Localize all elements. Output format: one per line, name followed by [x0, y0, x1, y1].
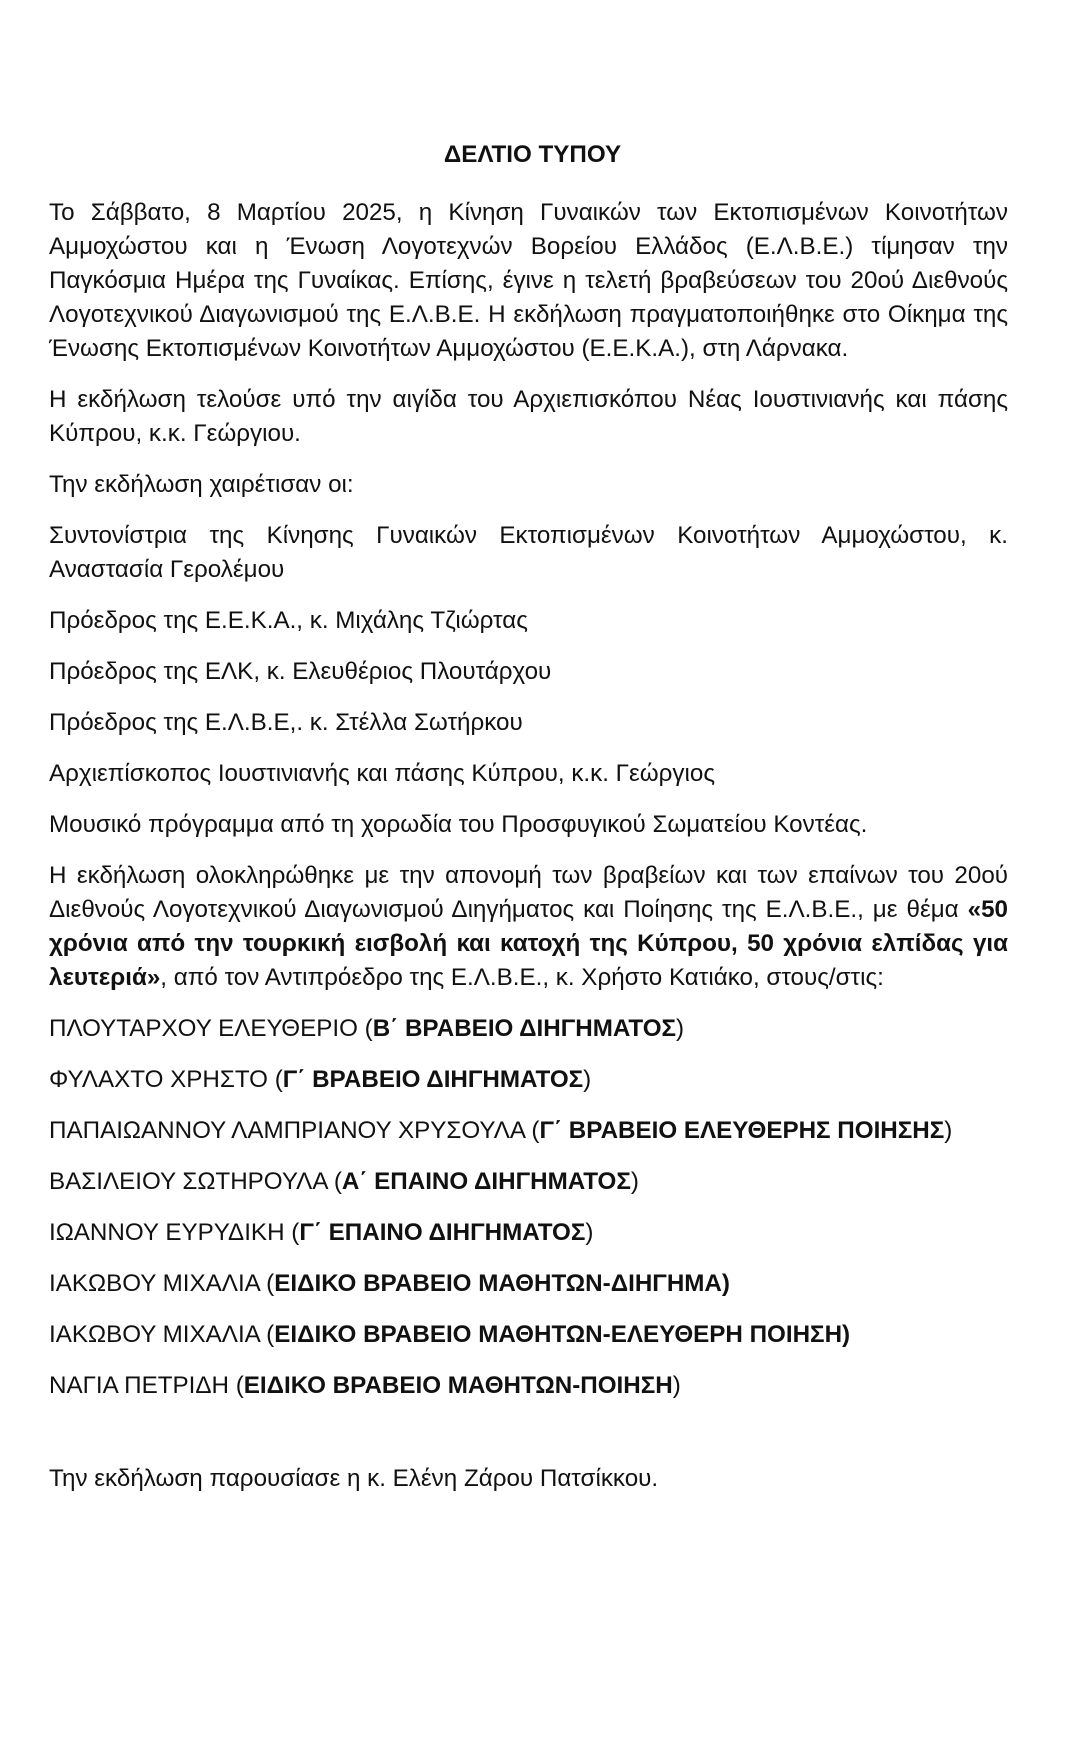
award-title: Γ΄ ΒΡΑΒΕΙΟ ΕΛΕΥΘΕΡΗΣ ΠΟΙΗΣΗΣ	[539, 1117, 945, 1144]
auspices-paragraph: Η εκδήλωση τελούσε υπό την αιγίδα του Αρχιεπισκόπου Νέας Ιουστινιανής και πάσης Κύπρου, κ.κ. Γεώργιου.	[49, 386, 1008, 447]
award-item	[49, 1267, 1008, 1301]
presenter-line: Την εκδήλωση παρουσίασε η κ. Ελένη Ζάρου Πατσίκκου.	[49, 1465, 659, 1492]
award-close: )	[585, 1219, 594, 1246]
award-title: ΕΙΔΙΚΟ ΒΡΑΒΕΙΟ ΜΑΘΗΤΩΝ-ΠΟΙΗΣΗ	[243, 1372, 673, 1399]
award-recipient: ΠΑΠΑΙΩΑΝΝΟΥ ΛΑΜΠΡΙΑΝΟΥ ΧΡΥΣΟΥΛΑ (	[49, 1117, 540, 1144]
award-recipient: ΠΛΟΥΤΑΡΧΟΥ ΕΛΕΥΘΕΡΙΟ (	[49, 1015, 373, 1042]
award-item	[49, 1318, 1008, 1352]
award-title: ΕΙΔΙΚΟ ΒΡΑΒΕΙΟ ΜΑΘΗΤΩΝ-ΔΙΗΓΗΜΑ)	[274, 1270, 730, 1297]
award-title: ΕΙΔΙΚΟ ΒΡΑΒΕΙΟ ΜΑΘΗΤΩΝ-ΕΛΕΥΘΕΡΗ ΠΟΙΗΣΗ)	[274, 1321, 851, 1348]
award-recipient: ΙΩΑΝΝΟΥ ΕΥΡΥΔΙΚΗ (	[49, 1219, 300, 1246]
intro-paragraph: Το Σάββατο, 8 Μαρτίου 2025, η Κίνηση Γυναικών των Εκτοπισμένων Κοινοτήτων Αμμοχώστου και η Ένωση Λογοτεχνών Βορείου Ελλάδος (Ε.Λ.Β.Ε.) τίμησαν την Παγκόσμια Ημέρα της Γυναίκας. Επίσης, έγινε η τελετή βραβεύσεων του 20ού Διεθνούς Λογοτεχνικού Διαγωνισμού της Ε.Λ.Β.Ε. Η εκδήλωση πραγματοποιήθηκε στο Οίκημα της Ένωσης Εκτοπισμένων Κοινοτήτων Αμμοχώστου (Ε.Ε.Κ.Α.), στη Λάρνακα.	[49, 199, 1008, 362]
award-item	[49, 1114, 1008, 1148]
award-recipient: ΒΑΣΙΛΕΙΟΥ ΣΩΤΗΡΟΥΛΑ (	[49, 1168, 342, 1195]
competition-theme: «50 χρόνια από την τουρκική εισβολή και κατοχή της Κύπρου, 50 χρόνια ελπίδας για λευτεριά»	[49, 896, 1008, 991]
award-item	[49, 1012, 1008, 1046]
award-close: )	[583, 1066, 592, 1093]
award-close: )	[672, 1372, 681, 1399]
award-recipient: ΙΑΚΩΒΟΥ ΜΙΧΑΛΙΑ (	[49, 1321, 275, 1348]
document-title: ΔΕΛΤΙΟ ΤΥΠΟΥ	[443, 141, 622, 168]
awards-intro-paragraph	[49, 859, 1008, 995]
greeter-item: Αρχιεπίσκοπος Ιουστινιανής και πάσης Κύπρου, κ.κ. Γεώργιος	[49, 760, 716, 787]
award-recipient: ΝΑΓΙΑ ΠΕΤΡΙΔΗ (	[49, 1372, 244, 1399]
greeted-intro: Την εκδήλωση χαιρέτισαν οι:	[49, 471, 354, 498]
award-title: Α΄ ΕΠΑΙΝΟ ΔΙΗΓΗΜΑΤΟΣ	[341, 1168, 631, 1195]
award-item	[49, 1369, 1008, 1403]
award-title: Γ΄ ΕΠΑΙΝΟ ΔΙΗΓΗΜΑΤΟΣ	[299, 1219, 586, 1246]
award-close: )	[630, 1168, 639, 1195]
awards-intro-text-end: , από τον Αντιπρόεδρο της Ε.Λ.Β.Ε., κ. Χρήστο Κατιάκο, στους/στις:	[160, 964, 884, 991]
award-item	[49, 1165, 1008, 1199]
award-close: )	[676, 1015, 685, 1042]
award-title: Β΄ ΒΡΑΒΕΙΟ ΔΙΗΓΗΜΑΤΟΣ	[372, 1015, 677, 1042]
award-item	[49, 1063, 1008, 1097]
greeter-item: Πρόεδρος της ΕΛΚ, κ. Ελευθέριος Πλουτάρχου	[49, 658, 552, 685]
award-recipient: ΦΥΛΑΧΤΟ ΧΡΗΣΤΟ (	[49, 1066, 283, 1093]
awards-intro-text: Η εκδήλωση ολοκληρώθηκε με την απονομή των βραβείων και των επαίνων του 20ού Διεθνούς Λογοτεχνικού Διαγωνισμού Διηγήματος και Ποίησης της Ε.Λ.Β.Ε., με θέμα	[49, 862, 1008, 923]
greeter-item: Μουσικό πρόγραμμα από τη χορωδία του Προσφυγικού Σωματείου Κοντέας.	[49, 811, 868, 838]
greeter-item: Πρόεδρος της Ε.Ε.Κ.Α., κ. Μιχάλης Τζιώρτας	[49, 607, 528, 634]
greeter-item: Συντονίστρια της Κίνησης Γυναικών Εκτοπισμένων Κοινοτήτων Αμμοχώστου, κ. Αναστασία Γερολέμου	[49, 522, 1008, 583]
award-recipient: ΙΑΚΩΒΟΥ ΜΙΧΑΛΙΑ (	[49, 1270, 275, 1297]
award-title: Γ΄ ΒΡΑΒΕΙΟ ΔΙΗΓΗΜΑΤΟΣ	[282, 1066, 584, 1093]
greeter-item: Πρόεδρος της Ε.Λ.Β.Ε,. κ. Στέλλα Σωτήρκου	[49, 709, 523, 736]
award-item	[49, 1216, 1008, 1250]
spacer	[49, 1420, 1008, 1462]
award-close: )	[944, 1117, 953, 1144]
